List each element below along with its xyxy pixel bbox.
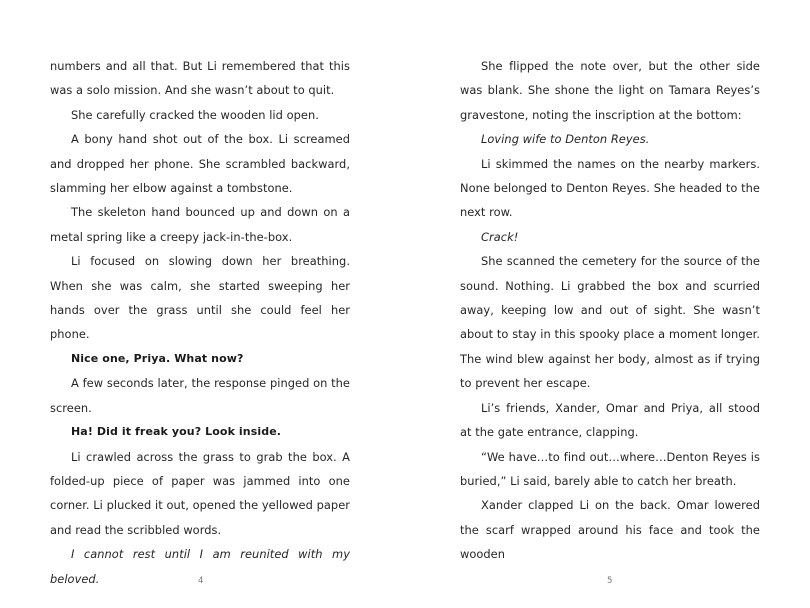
paragraph: numbers and all that. But Li remembered that this was a solo mission. And she wasn’t about to quit.: [50, 59, 350, 98]
paragraph: She carefully cracked the wooden lid open.: [71, 107, 319, 122]
paragraph: A few seconds later, the response pinged on the screen.: [50, 376, 350, 415]
right-page: [460, 54, 760, 567]
paragraph: I cannot rest until I am reunited with my beloved.: [50, 547, 350, 586]
left-page: [50, 54, 350, 591]
paragraph: Xander clapped Li on the back. Omar lowered the scarf wrapped around his face and took the wooden: [460, 498, 760, 562]
paragraph: Li skimmed the names on the nearby markers. None belonged to Denton Reyes. She headed to the next row.: [460, 156, 760, 220]
right-page-number: 5: [607, 576, 613, 586]
left-page-number: 4: [198, 576, 204, 586]
paragraph: A bony hand shot out of the box. Li screamed and dropped her phone. She scrambled backward, slamming her elbow against a tombstone.: [50, 132, 350, 196]
paragraph: Loving wife to Denton Reyes.: [481, 132, 650, 147]
paragraph: “We have…to find out…where…Denton Reyes is buried,” Li said, barely able to catch her breath.: [460, 449, 760, 488]
paragraph: Li crawled across the grass to grab the box. A folded-up piece of paper was jammed into one corner. Li plucked it out, opened the yellowed paper and read the scribbled words.: [50, 449, 350, 537]
paragraph: She flipped the note over, but the other side was blank. She shone the light on Tamara Reyes’s gravestone, noting the inscription at the bottom:: [460, 59, 760, 122]
paragraph: She scanned the cemetery for the source of the sound. Nothing. Li grabbed the box and scurried away, keeping low and out of sight. She wasn’t about to stay in this spooky place a moment longer. The wind blew against her body, almost as if trying to prevent her escape.: [460, 254, 760, 391]
paragraph: Li focused on slowing down her breathing. When she was calm, she started sweeping her hands over the grass until she could feel her phone.: [50, 254, 350, 342]
paragraph: Li’s friends, Xander, Omar and Priya, all stood at the gate entrance, clapping.: [460, 400, 760, 440]
paragraph: The skeleton hand bounced up and down on a metal spring like a creepy jack-in-the-box.: [50, 205, 350, 244]
text-message: Ha! Did it freak you? Look inside.: [71, 425, 282, 439]
text-message: Nice one, Priya. What now?: [71, 351, 244, 365]
paragraph: Crack!: [481, 229, 519, 244]
